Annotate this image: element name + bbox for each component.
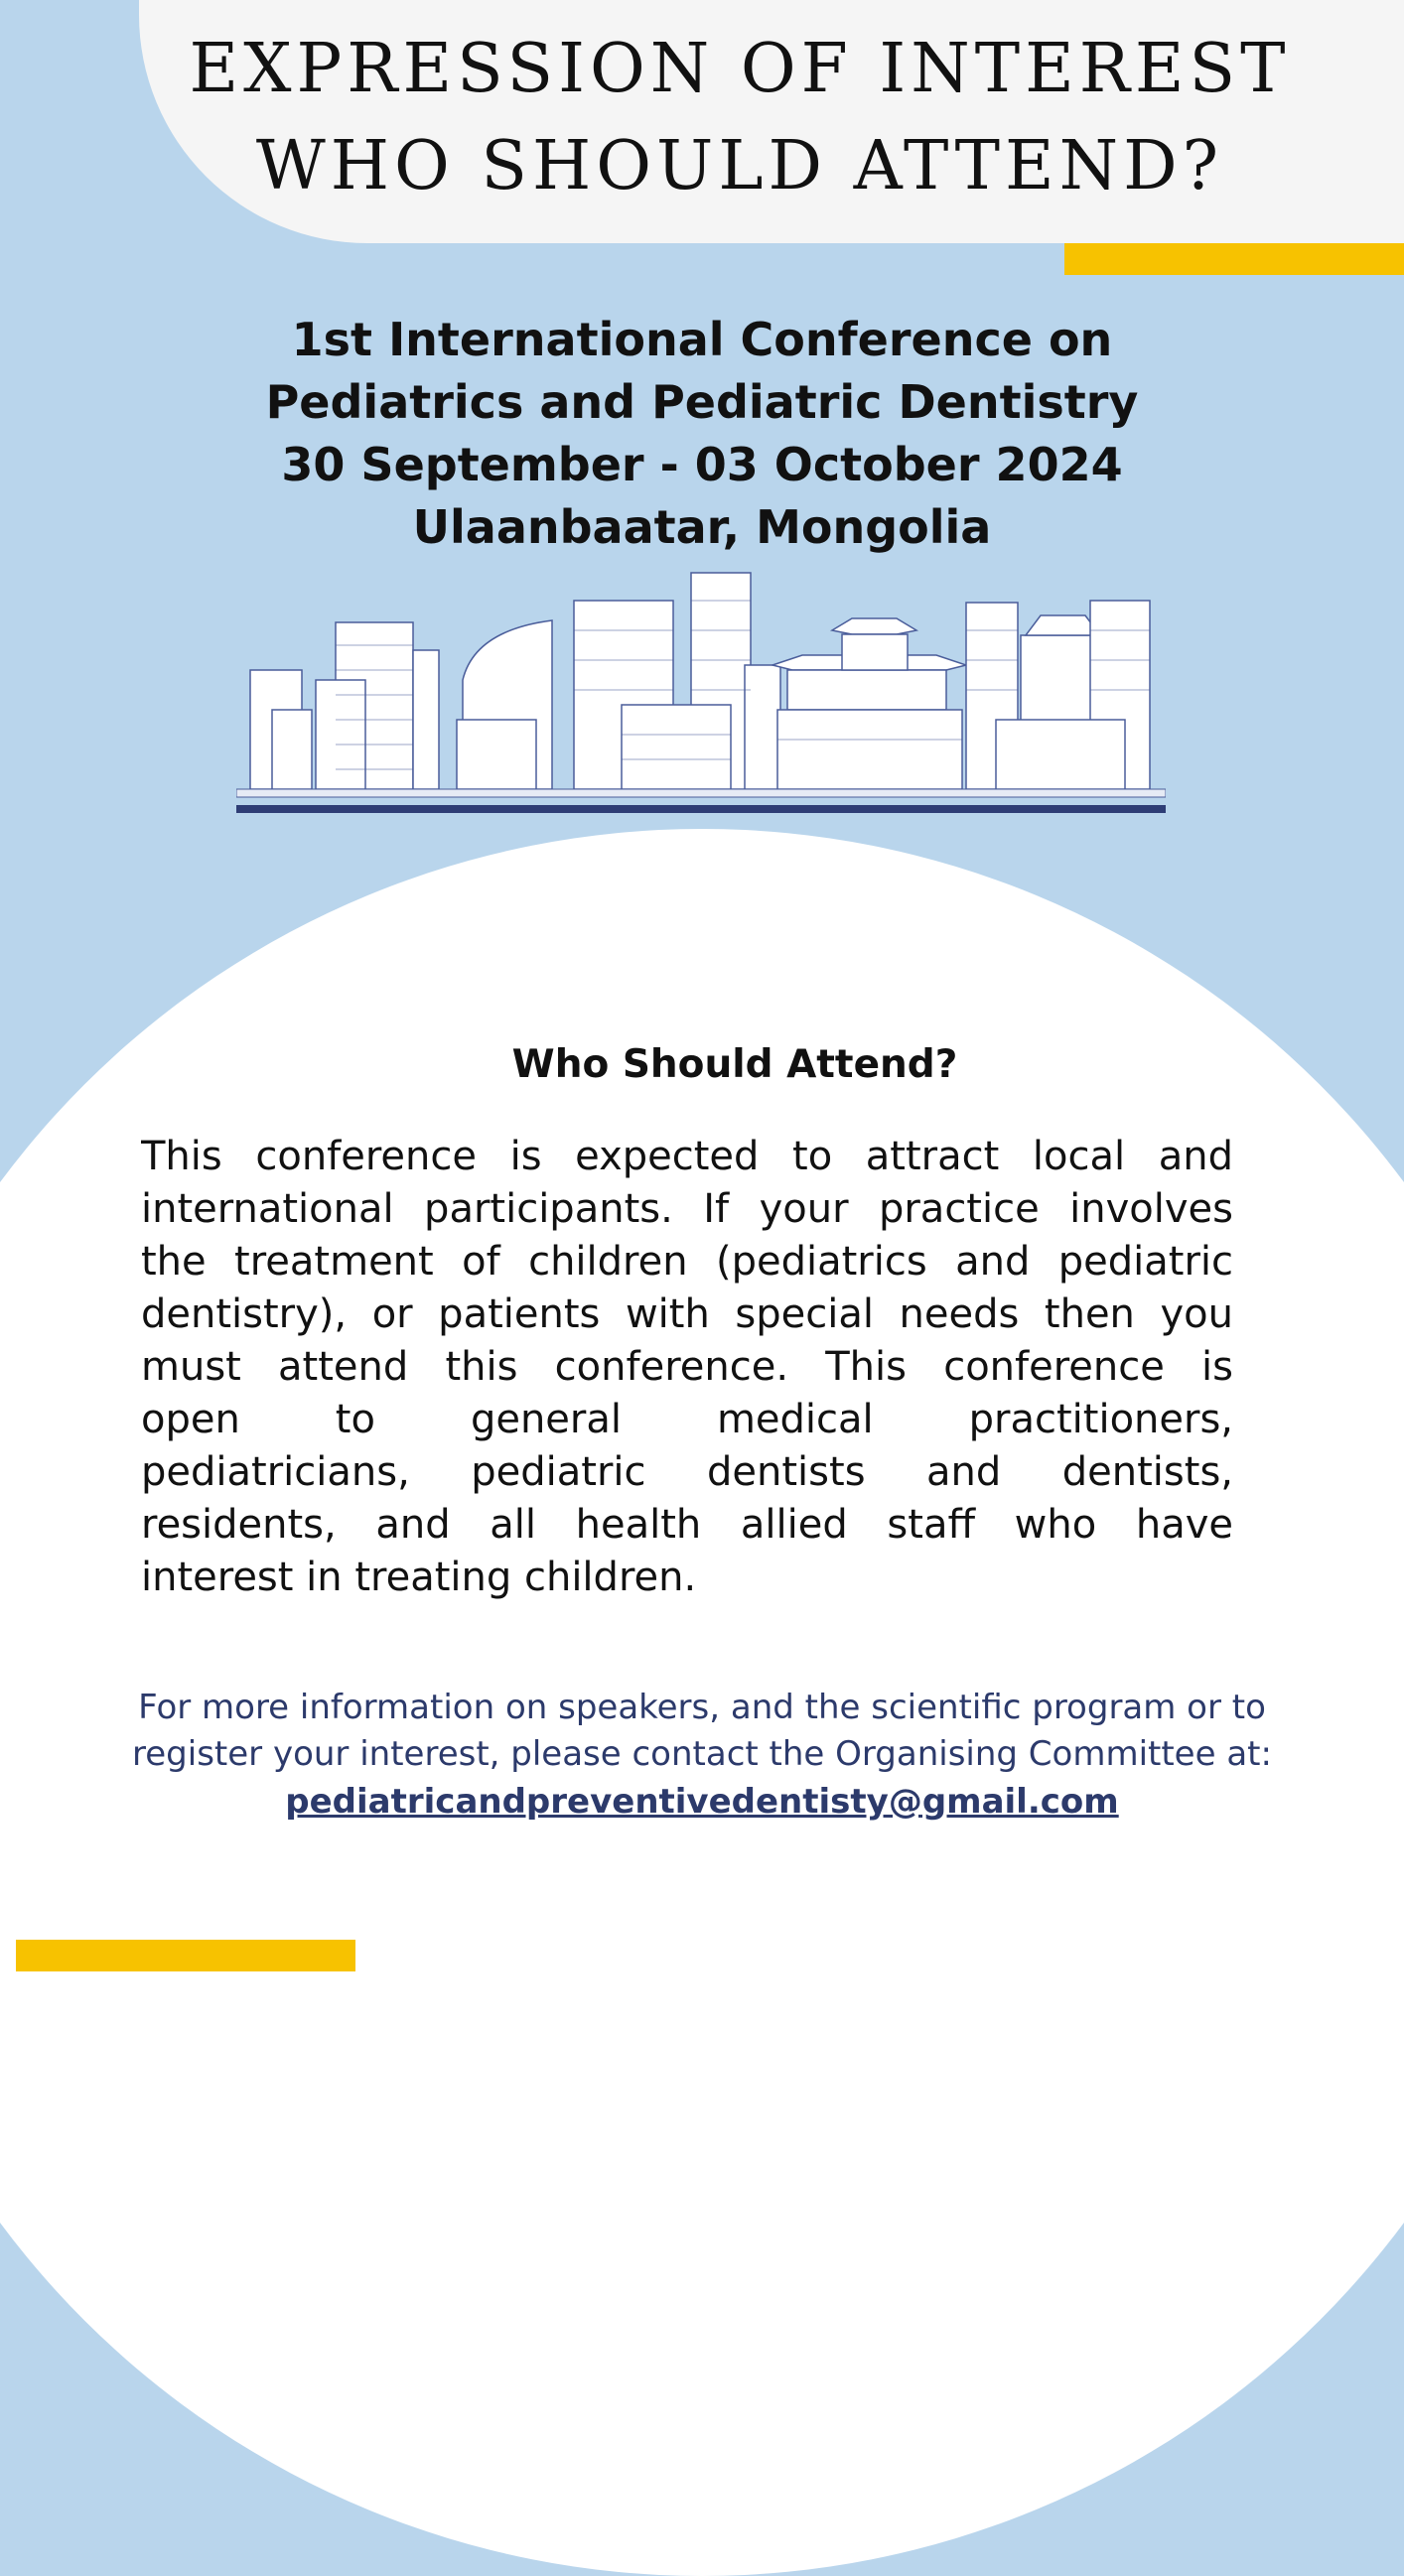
conference-location: Ulaanbaatar, Mongolia bbox=[412, 500, 992, 554]
header-title-line1: EXPRESSION OF INTEREST bbox=[189, 30, 1291, 108]
body-text-line: must attend this conference. This conference is bbox=[141, 1344, 1233, 1390]
header-title-line2: WHO SHOULD ATTEND? bbox=[255, 127, 1224, 205]
accent-bar-bottom bbox=[16, 1940, 355, 1971]
contact-text-line2: register your interest, please contact the Organising Committee at: bbox=[132, 1734, 1272, 1774]
body-text-line: dentistry), or patients with special needs then you bbox=[141, 1291, 1233, 1337]
conference-title-line1: 1st International Conference on bbox=[291, 313, 1113, 366]
body-text-line: This conference is expected to attract local and bbox=[141, 1134, 1233, 1179]
body-text-line: residents, and all health allied staff who have bbox=[141, 1502, 1233, 1548]
accent-bar-top bbox=[1064, 243, 1404, 275]
section-title: Who Should Attend? bbox=[511, 1042, 958, 1087]
body-text-line: pediatricians, pediatric dentists and dentists, bbox=[141, 1449, 1233, 1495]
body-text-line: the treatment of children (pediatrics and pediatric bbox=[141, 1239, 1233, 1285]
contact-email-link[interactable]: pediatricandpreventivedentisty@gmail.com bbox=[285, 1782, 1119, 1822]
contact-text-line1: For more information on speakers, and the scientific program or to bbox=[138, 1688, 1266, 1727]
body-text-line: open to general medical practitioners, bbox=[141, 1397, 1233, 1442]
body-text-line: interest in treating children. bbox=[141, 1555, 697, 1600]
city-skyline-icon bbox=[236, 571, 1166, 819]
conference-dates: 30 September - 03 October 2024 bbox=[281, 438, 1123, 491]
conference-title-line2: Pediatrics and Pediatric Dentistry bbox=[265, 375, 1139, 429]
body-text-line: international participants. If your practice involves bbox=[141, 1186, 1233, 1232]
